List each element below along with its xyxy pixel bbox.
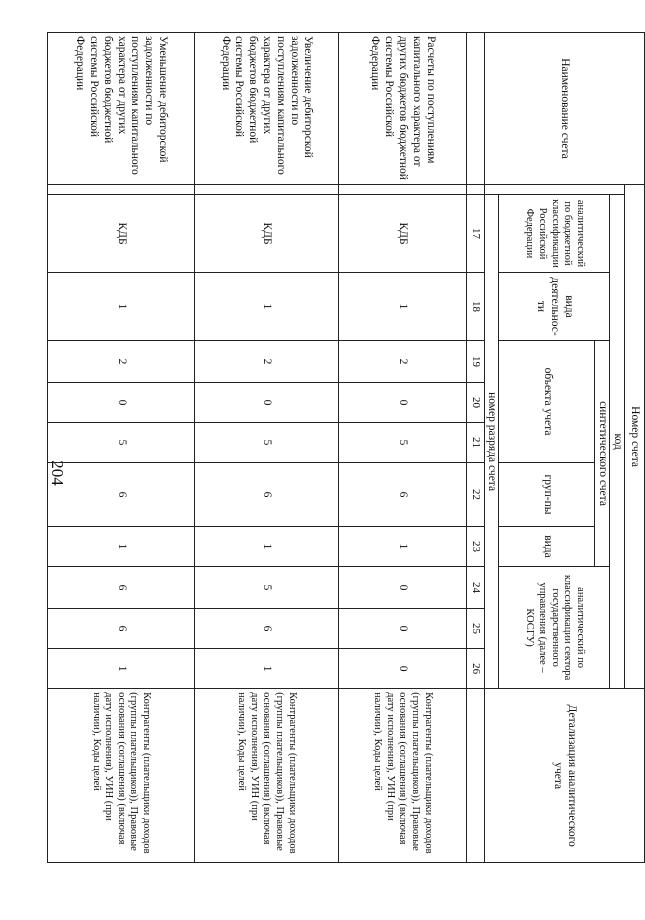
cell-kind: 1: [194, 527, 338, 567]
cell-digit-26: 1: [47, 649, 194, 689]
header-detail: Детализация аналитического учета: [484, 689, 644, 863]
accounts-table: [47, 32, 645, 863]
digit-spacer: [466, 185, 484, 195]
header-group: груп-пы: [499, 463, 595, 527]
header-activity-type: вида деятельнос-ти: [499, 273, 610, 341]
digit-21: 21: [466, 423, 484, 463]
cell-digit-26: 1: [194, 649, 338, 689]
cell-digit-21: 5: [338, 423, 466, 463]
digit-22: 22: [466, 463, 484, 527]
table-row: [47, 33, 194, 863]
digit-25: 25: [466, 609, 484, 649]
digit-24: 24: [466, 567, 484, 609]
spacer-cell: [194, 185, 338, 195]
cell-digit-19: 2: [338, 341, 466, 383]
cell-digit-20: 0: [338, 383, 466, 423]
header-code: код: [610, 195, 625, 689]
digit-18: 18: [466, 273, 484, 341]
spacer-cell: [47, 185, 194, 195]
header-spacer: [484, 185, 624, 195]
digit-blank-detail: [466, 689, 484, 863]
cell-analytic-budget: КДБ: [338, 195, 466, 273]
header-account-name: Наименование счета: [484, 33, 644, 185]
cell-digit-21: 5: [47, 423, 194, 463]
cell-kind: 1: [47, 527, 194, 567]
account-name: Увеличение дебиторской задолженности по поступлениям капитального характера от других бюджетов бюджетной системы Российской Федерации: [194, 33, 338, 185]
cell-analytic-budget: КДБ: [194, 195, 338, 273]
header-account-object: объекта учета: [499, 341, 595, 463]
table-row: [338, 33, 466, 863]
cell-activity-type: 1: [47, 273, 194, 341]
cell-digit-19: 2: [47, 341, 194, 383]
digit-19: 19: [466, 341, 484, 383]
cell-group: 6: [194, 463, 338, 527]
spacer-cell: [338, 185, 466, 195]
cell-digit-19: 2: [194, 341, 338, 383]
cell-digit-25: 0: [338, 609, 466, 649]
cell-digit-24: 5: [194, 567, 338, 609]
header-analytic-budget: аналитический по бюджетной классификации Российской Федерации: [499, 195, 610, 273]
digit-blank: [466, 33, 484, 185]
header-account-number: Номер счета: [625, 185, 645, 689]
account-detail: Контрагенты (плательщики доходов (группы плательщиков)), Правовые основания (соглашения) (включая дату исполнения), УИН (при наличии), Коды целей: [338, 689, 466, 863]
cell-activity-type: 1: [194, 273, 338, 341]
account-name: Уменьшение дебиторской задолженности по поступлениям капитального характера от других бюджетов бюджетной системы Российской Федерации: [47, 33, 194, 185]
cell-group: 6: [47, 463, 194, 527]
cell-digit-25: 6: [47, 609, 194, 649]
cell-group: 6: [338, 463, 466, 527]
cell-digit-25: 6: [194, 609, 338, 649]
cell-digit-26: 0: [338, 649, 466, 689]
digit-23: 23: [466, 527, 484, 567]
table-row: [194, 33, 338, 863]
rotated-table-container: [72, 32, 645, 862]
digit-20: 20: [466, 383, 484, 423]
cell-analytic-budget: КДБ: [47, 195, 194, 273]
cell-digit-20: 0: [47, 383, 194, 423]
digit-26: 26: [466, 649, 484, 689]
account-detail: Контрагенты (плательщики доходов (группы плательщиков)), Правовые основания (соглашения) (включая дату исполнения), УИН (при наличии), Коды целей: [47, 689, 194, 863]
header-kind: вида: [499, 527, 595, 567]
header-analytic-kosgu: аналитический по классификации сектора государственного управления (далее – КОСГУ): [499, 567, 610, 689]
account-name: Расчеты по поступлениям капитального характера от других бюджетов бюджетной системы Российской Федерации: [338, 33, 466, 185]
header-digit-number: номер разряда счета: [484, 195, 499, 689]
account-detail: Контрагенты (плательщики доходов (группы плательщиков)), Правовые основания (соглашения) (включая дату исполнения), УИН (при наличии), Коды целей: [194, 689, 338, 863]
cell-digit-21: 5: [194, 423, 338, 463]
page-number: 204: [48, 460, 67, 486]
cell-activity-type: 1: [338, 273, 466, 341]
cell-digit-24: 6: [47, 567, 194, 609]
header-synthetic: синтетического счета: [595, 341, 610, 567]
cell-digit-24: 0: [338, 567, 466, 609]
cell-kind: 1: [338, 527, 466, 567]
cell-digit-20: 0: [194, 383, 338, 423]
digit-17: 17: [466, 195, 484, 273]
